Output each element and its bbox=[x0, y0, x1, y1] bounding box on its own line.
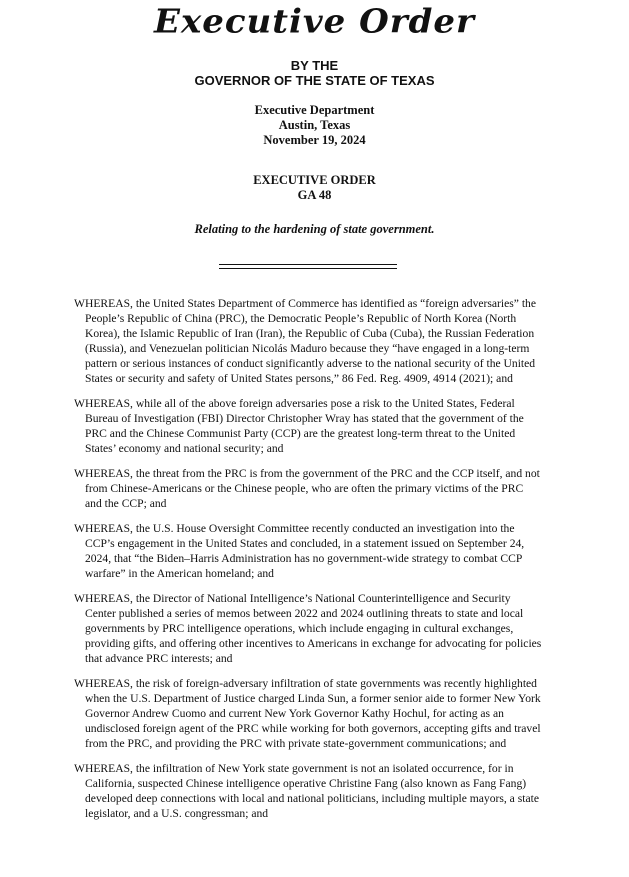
by-the-line: BY THE bbox=[290, 58, 339, 73]
whereas-paragraph: WHEREAS, the risk of foreign-adversary infiltration of state governments was recently highlighted when the U.S. Department of Justice charged Linda Sun, a former senior aide to former New York Governor Andrew Cuomo and current New York Governor Kathy Hochul, for acting as an undisclosed foreign agent of the PRC while working for both governors, accepting gifts and travel from the PRC, and providing the PRC with private state-government communications; and bbox=[74, 677, 541, 750]
governor-line: GOVERNOR OF THE STATE OF TEXAS bbox=[194, 73, 435, 88]
divider-top bbox=[219, 264, 397, 265]
divider-bottom bbox=[219, 268, 397, 269]
document-title: Executive Order bbox=[154, 3, 475, 42]
whereas-paragraph: WHEREAS, the threat from the PRC is from the government of the PRC and the CCP itself, and not from Chinese-Americans or the Chinese people, who are often the primary victims of the PRC and the CCP; and bbox=[74, 467, 540, 510]
whereas-paragraph: WHEREAS, the infiltration of New York state government is not an isolated occurrence, for in California, suspected Chinese intelligence operative Christine Fang (also known as Fang Fang) developed deep connections with local and national politicians, including multiple mayors, a state legislator, and a U.S. congressman; and bbox=[74, 762, 539, 820]
order-label: EXECUTIVE ORDER bbox=[253, 173, 376, 187]
order-subject: Relating to the hardening of state government. bbox=[194, 222, 435, 236]
whereas-clauses bbox=[74, 296, 542, 831]
date-line: November 19, 2024 bbox=[263, 133, 366, 147]
whereas-paragraph: WHEREAS, the Director of National Intelligence’s National Counterintelligence and Security Center published a series of memos between 2022 and 2024 outlining threats to state and local governments by PRC intelligence operations, which include engaging in cultural exchanges, providing gifts, and offering other incentives to Americans in exchange for advocating for policies that advance PRC interests; and bbox=[74, 592, 542, 665]
location-line: Austin, Texas bbox=[278, 118, 351, 132]
whereas-paragraph: WHEREAS, the U.S. House Oversight Committee recently conducted an investigation into the CCP’s engagement in the United States and concluded, in a statement issued on September 24, 2024, that “the Biden–Harris Administration has no government-wide strategy to combat CCP warfare” in the American homeland; and bbox=[74, 522, 525, 580]
department-line: Executive Department bbox=[254, 103, 375, 117]
whereas-paragraph: WHEREAS, while all of the above foreign adversaries pose a risk to the United States, Federal Bureau of Investigation (FBI) Director Christopher Wray has stated that the government of the PRC and the Chinese Communist Party (CCP) are the greatest long-term threat to the United States’ economy and national security; and bbox=[74, 397, 524, 455]
whereas-paragraph: WHEREAS, the United States Department of Commerce has identified as “foreign adversaries” the People’s Republic of China (PRC), the Democratic People’s Republic of North Korea (North Korea), the Islamic Republic of Iran (Iran), the Republic of Cuba (Cuba), the Russian Federation (Russia), and Venezuelan politician Nicolás Maduro because they “have engaged in a long-term pattern or serious instances of conduct significantly adverse to the national security of the United States or security and safety of United States persons,” 86 Fed. Reg. 4909, 4914 (2021); and bbox=[74, 297, 536, 385]
order-number: GA 48 bbox=[297, 188, 332, 202]
